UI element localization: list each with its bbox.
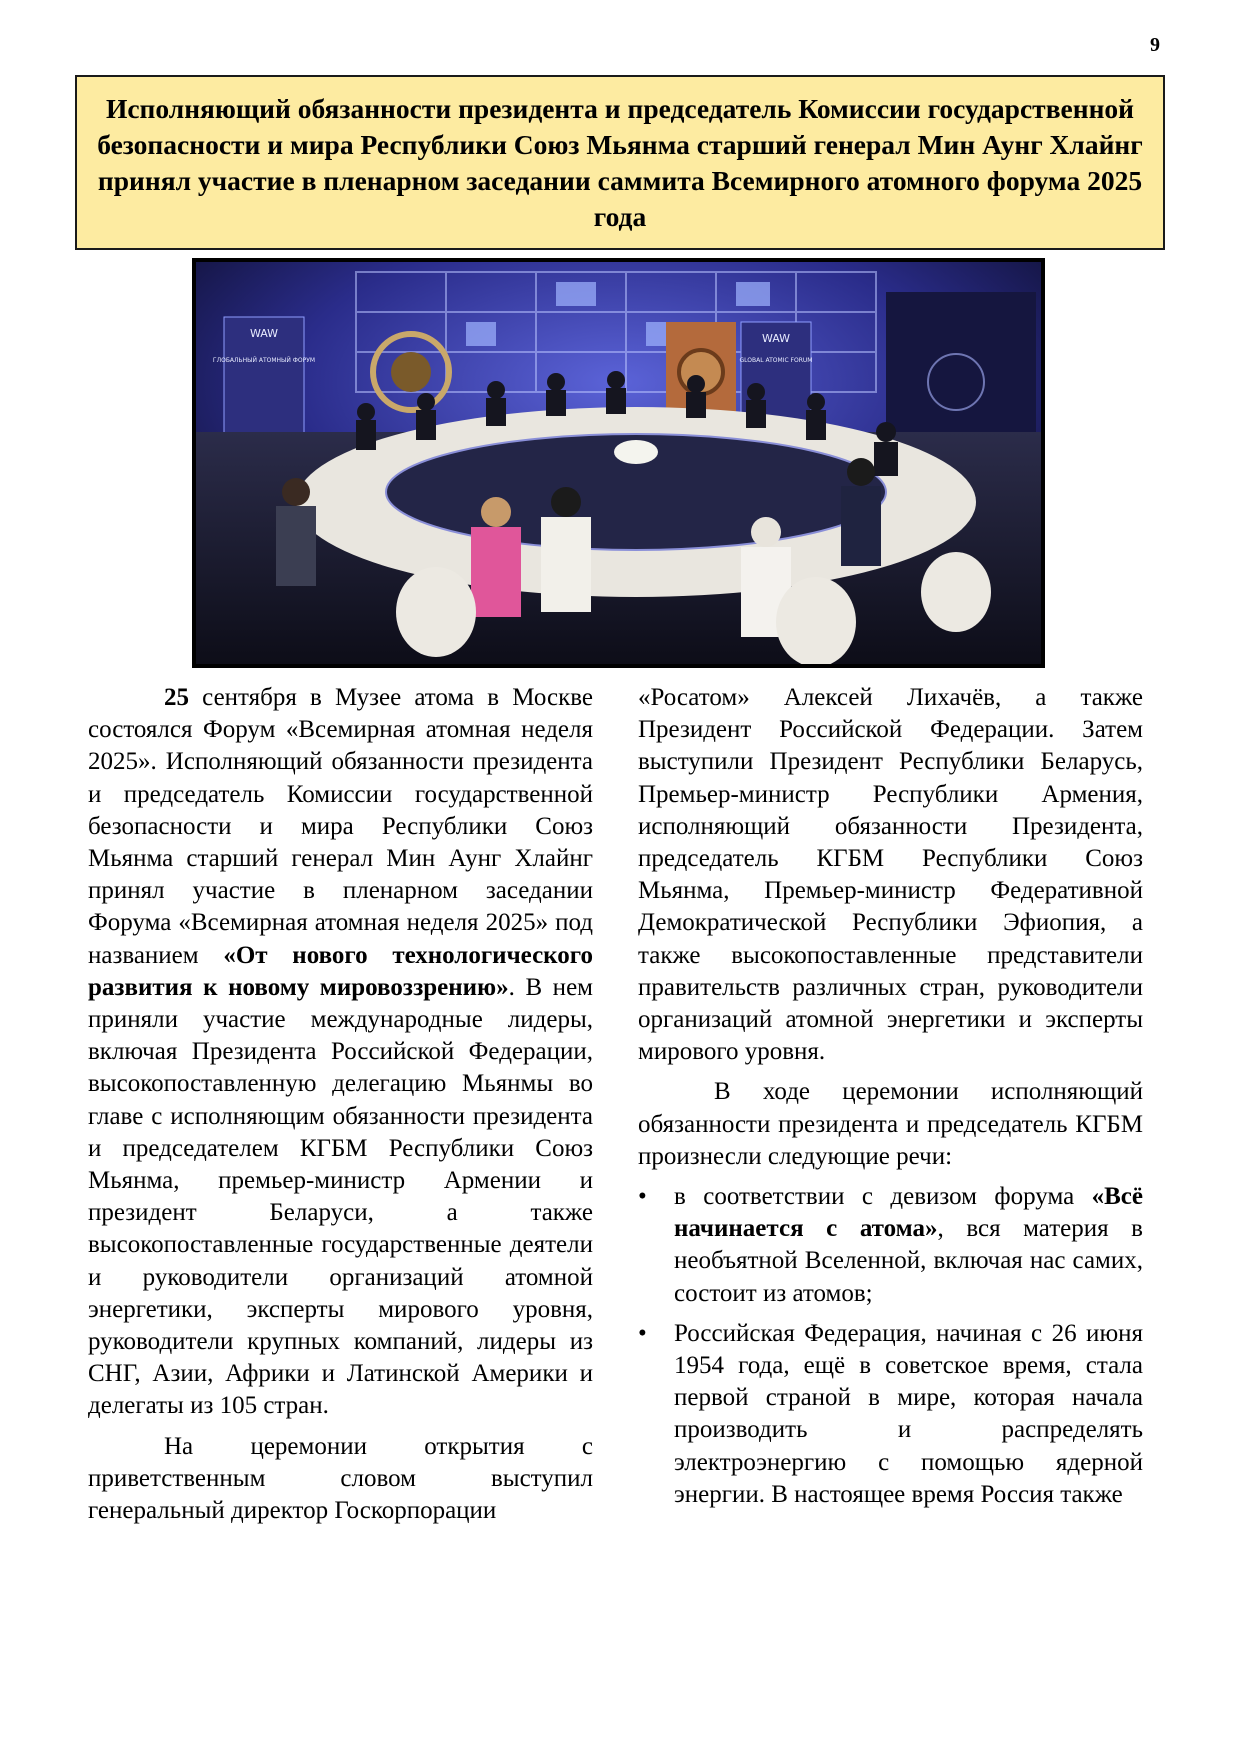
forum-motto: «Всё начинается с атома» xyxy=(674,1183,1143,1243)
p1-text-b: . В нем приняли участие международные лидеры, включая Президента Российской Федерации, высокопоставленную делегацию Мьянмы во главе с исполняющим обязанности президента и председателем КГБМ Республики Союз Мьянма, премьер-министр Армении и президент Беларуси, а также высокопоставленные государственные деятели и руководители организаций атомной энергетики, эксперты мирового уровня, руководители крупных компаний, лидеры из СНГ, Азии, Африки и Латинской Америки и делегаты из 105 стран. xyxy=(88,973,593,1420)
article-column-left xyxy=(88,682,593,1535)
article-column-right xyxy=(638,682,1143,1519)
logo-left: WAW xyxy=(249,327,279,340)
banner-left-text: ГЛОБАЛЬНЫЙ АТОМНЫЙ ФОРУМ xyxy=(212,357,316,364)
speech-point-1 xyxy=(638,1181,1143,1310)
speech-point-2: • Российская Федерация, начиная с 26 июня 1954 года, ещё в советское время, стала первой страной в мире, которая начала производить и распределять электроэнергию с помощью ядерной энергии. В настоящее время Россия также xyxy=(638,1318,1143,1511)
article-date: 25 xyxy=(164,684,189,711)
banner-right-text: GLOBAL ATOMIC FORUM xyxy=(739,357,813,364)
forum-title: «От нового технологического развития к новому мировоззрению» xyxy=(88,941,593,1001)
article-paragraph-1 xyxy=(88,682,593,1423)
bullet1-text-b: , вся материя в необъятной Вселенной, включая нас самих, состоит из атомов; xyxy=(674,1215,1143,1307)
logo-right: WAW xyxy=(761,332,791,345)
headline: Исполняющий обязанности президента и председатель Комиссии государственной безопасности и мира Республики Союз Мьянма старший генерал Мин Аунг Хлайнг принял участие в пленарном заседании саммита Всемирного атомного форума 2025 года xyxy=(97,92,1143,232)
article-paragraph-2: На церемонии открытия с приветственным словом выступил генеральный директор Госкорпорации xyxy=(88,1432,593,1525)
article-paragraph-2-continued: «Росатом» Алексей Лихачёв, а также Президент Российской Федерации. Затем выступили Президент Республики Беларусь, Премьер-министр Республики Армения, исполняющий обязанности Президента, председатель КГБМ Республики Союз Мьянма, Премьер-министр Федеративной Демократической Республики Эфиопия, а также высокопоставленные представители правительств различных стран, руководители организаций атомной энергетики и эксперты мирового уровня. xyxy=(638,684,1143,1066)
event-photo xyxy=(192,258,1045,668)
p1-text-a: сентября в Музее атома в Москве состоялся Форум «Всемирная атомная неделя 2025». Исполняющий обязанности президента и председатель Комиссии государственной безопасности и мира Республики Союз Мьянма старший генерал Мин Аунг Хлайнг принял участие в пленарном заседании Форума «Всемирная атомная неделя 2025» под названием xyxy=(88,684,593,969)
speech-points-list xyxy=(638,1181,1143,1511)
bullet1-text-a: в соответствии с девизом форума xyxy=(674,1183,1092,1211)
headline-box xyxy=(75,75,1165,250)
page-number: 9 xyxy=(1150,34,1160,56)
plenary-session-photo xyxy=(196,262,1041,664)
article-paragraph-3: В ходе церемонии исполняющий обязанности президента и председатель КГБМ произнесли следующие речи: xyxy=(638,1078,1143,1170)
